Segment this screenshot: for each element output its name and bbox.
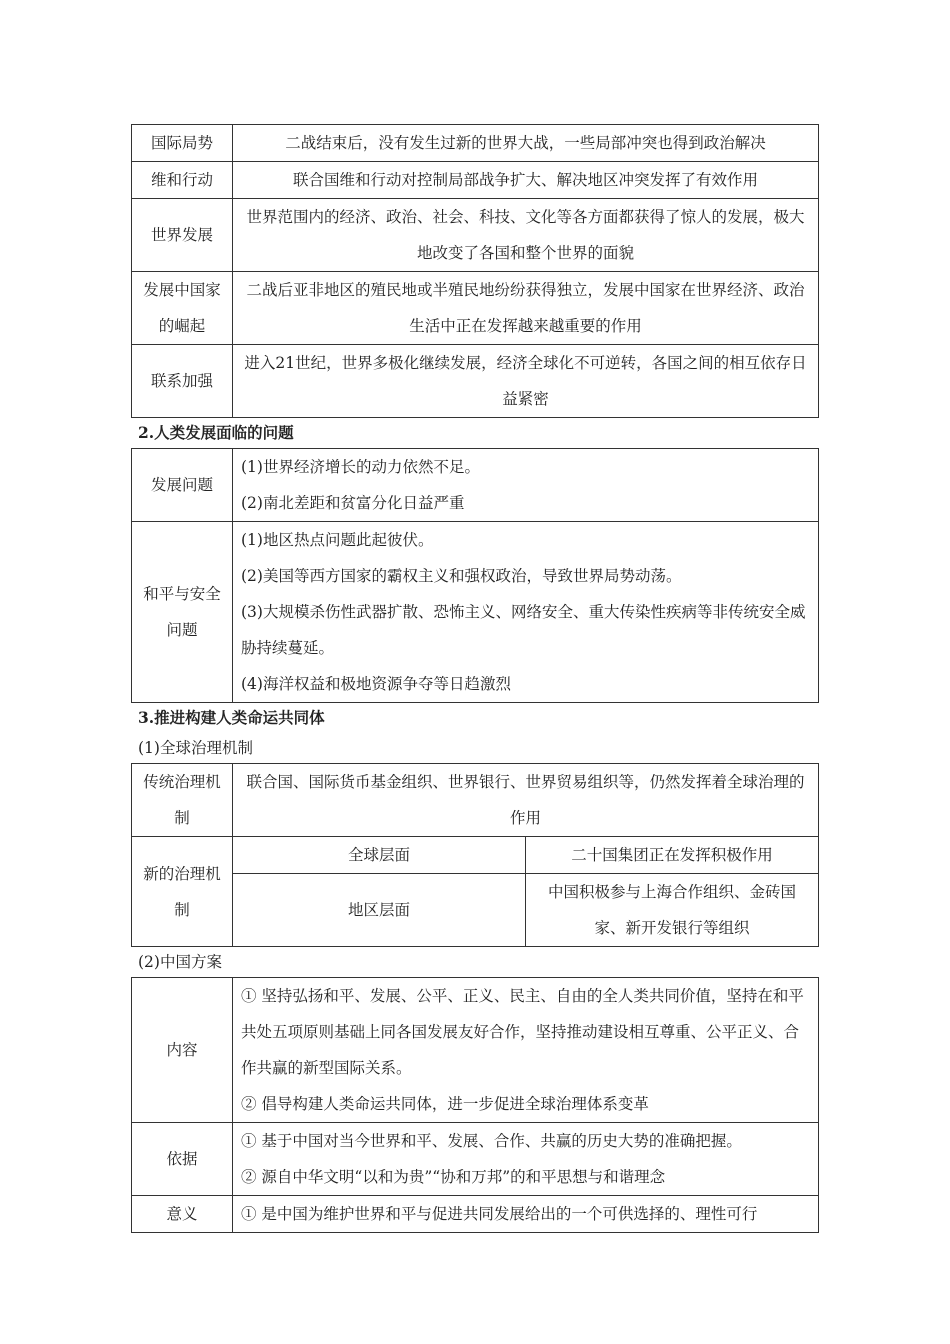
- table-row: [132, 272, 819, 345]
- list-item: ① 坚持弘扬和平、发展、公平、正义、民主、自由的全人类共同价值，坚持在和平共处五项原则基础上同各国发展友好合作，坚持推动建设相互尊重、公平正义、合作共赢的新型国际关系。: [241, 987, 804, 1077]
- section-2-title: 2.人类发展面临的问题: [138, 423, 294, 442]
- china-plan-table: [131, 977, 819, 1233]
- human-problems-table: [131, 448, 819, 703]
- row-label: 新的治理机制: [132, 837, 233, 947]
- table-row: [132, 199, 819, 272]
- page: [131, 124, 819, 1233]
- table-row: [132, 1123, 819, 1196]
- row-label: 意义: [132, 1196, 233, 1233]
- row-content: 世界范围内的经济、政治、社会、科技、文化等各方面都获得了惊人的发展，极大地改变了各国和整个世界的面貌: [233, 199, 819, 272]
- table-row: [132, 125, 819, 162]
- row-content: [233, 1123, 819, 1196]
- table-row: [132, 449, 819, 522]
- list-item: (1)世界经济增长的动力依然不足。: [241, 458, 480, 476]
- row-label: 联系加强: [132, 345, 233, 418]
- table-row: [132, 522, 819, 703]
- table-row: [132, 764, 819, 837]
- list-item: ① 基于中国对当今世界和平、发展、合作、共赢的历史大势的准确把握。: [241, 1132, 742, 1150]
- level-label: 全球层面: [233, 837, 526, 874]
- row-label: 发展中国家的崛起: [132, 272, 233, 345]
- list-item: ② 源自中华文明“以和为贵”“协和万邦”的和平思想与和谐理念: [241, 1168, 666, 1186]
- row-content: [233, 978, 819, 1123]
- table-row: [132, 345, 819, 418]
- list-item: (4)海洋权益和极地资源争夺等日趋激烈: [241, 675, 511, 693]
- table-row: [132, 978, 819, 1123]
- list-item: ② 倡导构建人类命运共同体，进一步促进全球治理体系变革: [241, 1095, 649, 1113]
- row-label: 国际局势: [132, 125, 233, 162]
- row-label: 内容: [132, 978, 233, 1123]
- list-item: (3)大规模杀伤性武器扩散、恐怖主义、网络安全、重大传染性疾病等非传统安全威胁持续蔓延。: [241, 603, 806, 657]
- level-content: 二十国集团正在发挥积极作用: [526, 837, 819, 874]
- subsection-2-title: (2)中国方案: [138, 953, 222, 971]
- table-row: [132, 837, 819, 874]
- row-content: 联合国维和行动对控制局部战争扩大、解决地区冲突发挥了有效作用: [233, 162, 819, 199]
- list-item: (2)美国等西方国家的霸权主义和强权政治，导致世界局势动荡。: [241, 567, 682, 585]
- row-content: [233, 522, 819, 703]
- level-content: 中国积极参与上海合作组织、金砖国家、新开发银行等组织: [526, 874, 819, 947]
- governance-table: [131, 763, 819, 947]
- row-content: 二战后亚非地区的殖民地或半殖民地纷纷获得独立，发展中国家在世界经济、政治生活中正在发挥越来越重要的作用: [233, 272, 819, 345]
- table-row: [132, 874, 819, 947]
- table-row: [132, 1196, 819, 1233]
- row-label: 维和行动: [132, 162, 233, 199]
- section-3-title: 3.推进构建人类命运共同体: [138, 708, 325, 727]
- row-content: [233, 449, 819, 522]
- row-label: 世界发展: [132, 199, 233, 272]
- row-content: 联合国、国际货币基金组织、世界银行、世界贸易组织等，仍然发挥着全球治理的作用: [233, 764, 819, 837]
- level-label: 地区层面: [233, 874, 526, 947]
- subsection-1-title: (1)全球治理机制: [138, 739, 253, 757]
- world-situation-table: [131, 124, 819, 418]
- row-label: 依据: [132, 1123, 233, 1196]
- list-item: (2)南北差距和贫富分化日益严重: [241, 494, 465, 512]
- row-label: 传统治理机制: [132, 764, 233, 837]
- row-label: 和平与安全问题: [132, 522, 233, 703]
- row-content: ① 是中国为维护世界和平与促进共同发展给出的一个可供选择的、理性可行: [233, 1196, 819, 1233]
- row-content: 进入21世纪，世界多极化继续发展，经济全球化不可逆转，各国之间的相互依存日益紧密: [233, 345, 819, 418]
- row-label: 发展问题: [132, 449, 233, 522]
- list-item: (1)地区热点问题此起彼伏。: [241, 531, 434, 549]
- row-content: 二战结束后，没有发生过新的世界大战，一些局部冲突也得到政治解决: [233, 125, 819, 162]
- table-row: [132, 162, 819, 199]
